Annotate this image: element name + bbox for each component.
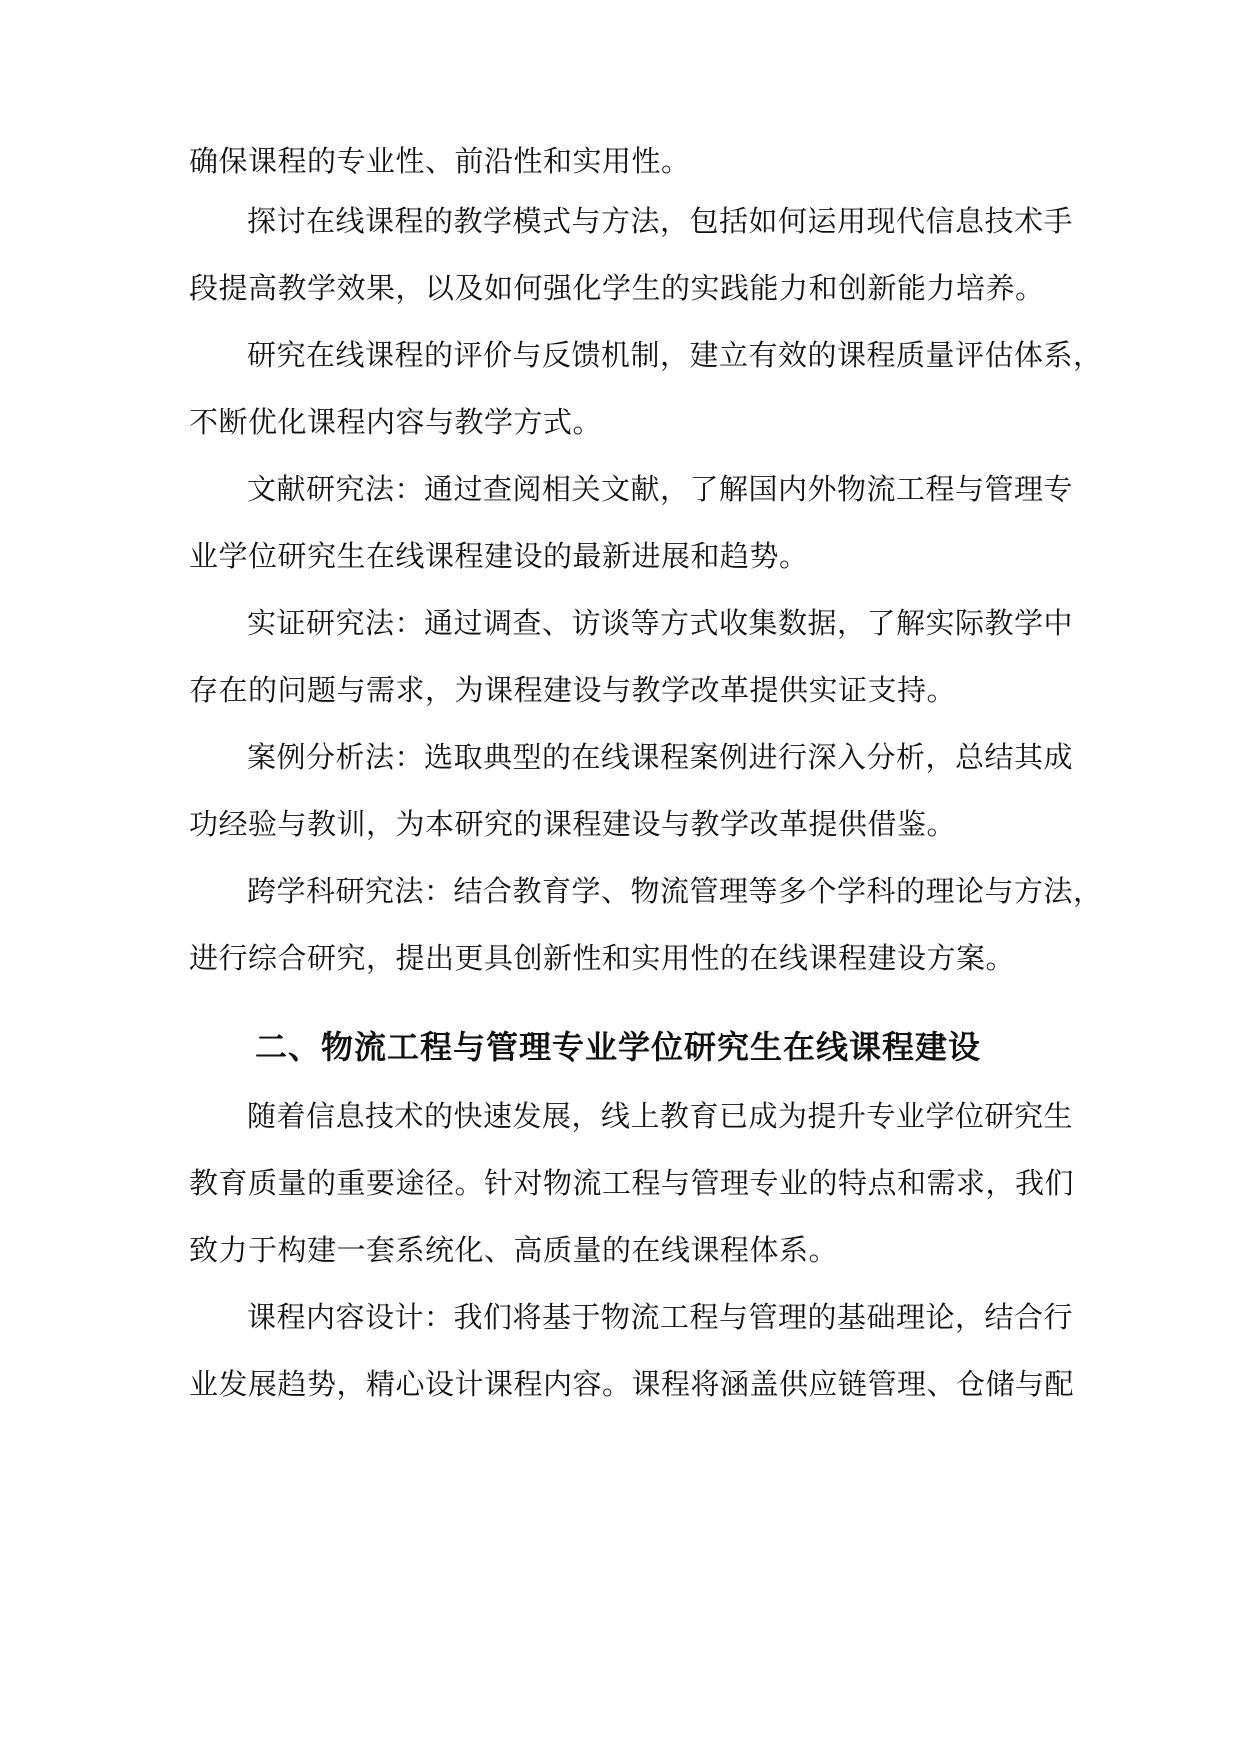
text-line: 功经验与教训，为本研究的课程建设与教学改革提供借鉴。 bbox=[189, 807, 957, 841]
section-heading: 二、物流工程与管理专业学位研究生在线课程建设 bbox=[255, 1028, 982, 1066]
text-line: 致力于构建一套系统化、高质量的在线课程体系。 bbox=[189, 1233, 839, 1267]
text-line: 文献研究法：通过查阅相关文献，了解国内外物流工程与管理专 bbox=[247, 472, 1074, 506]
text-line: 探讨在线课程的教学模式与方法，包括如何运用现代信息技术手 bbox=[247, 204, 1074, 238]
text-line: 不断优化课程内容与教学方式。 bbox=[189, 405, 603, 439]
text-line: 课程内容设计：我们将基于物流工程与管理的基础理论，结合行 bbox=[247, 1300, 1074, 1334]
text-line: 教育质量的重要途径。针对物流工程与管理专业的特点和需求，我们 bbox=[189, 1166, 1075, 1200]
text-line: 业学位研究生在线课程建设的最新进展和趋势。 bbox=[189, 539, 809, 573]
text-line: 随着信息技术的快速发展，线上教育已成为提升专业学位研究生 bbox=[247, 1099, 1074, 1133]
text-line: 案例分析法：选取典型的在线课程案例进行深入分析，总结其成 bbox=[247, 740, 1074, 774]
text-line: 实证研究法：通过调查、访谈等方式收集数据，了解实际教学中 bbox=[247, 606, 1074, 640]
text-line: 业发展趋势，精心设计课程内容。课程将涵盖供应链管理、仓储与配 bbox=[189, 1367, 1075, 1401]
text-line: 段提高教学效果，以及如何强化学生的实践能力和创新能力培养。 bbox=[189, 271, 1045, 305]
text-line: 研究在线课程的评价与反馈机制，建立有效的课程质量评估体系， bbox=[247, 338, 1103, 372]
text-line: 进行综合研究，提出更具创新性和实用性的在线课程建设方案。 bbox=[189, 941, 1016, 975]
text-line: 跨学科研究法：结合教育学、物流管理等多个学科的理论与方法， bbox=[247, 874, 1103, 908]
text-line: 存在的问题与需求，为课程建设与教学改革提供实证支持。 bbox=[189, 673, 957, 707]
text-line: 确保课程的专业性、前沿性和实用性。 bbox=[189, 144, 691, 178]
